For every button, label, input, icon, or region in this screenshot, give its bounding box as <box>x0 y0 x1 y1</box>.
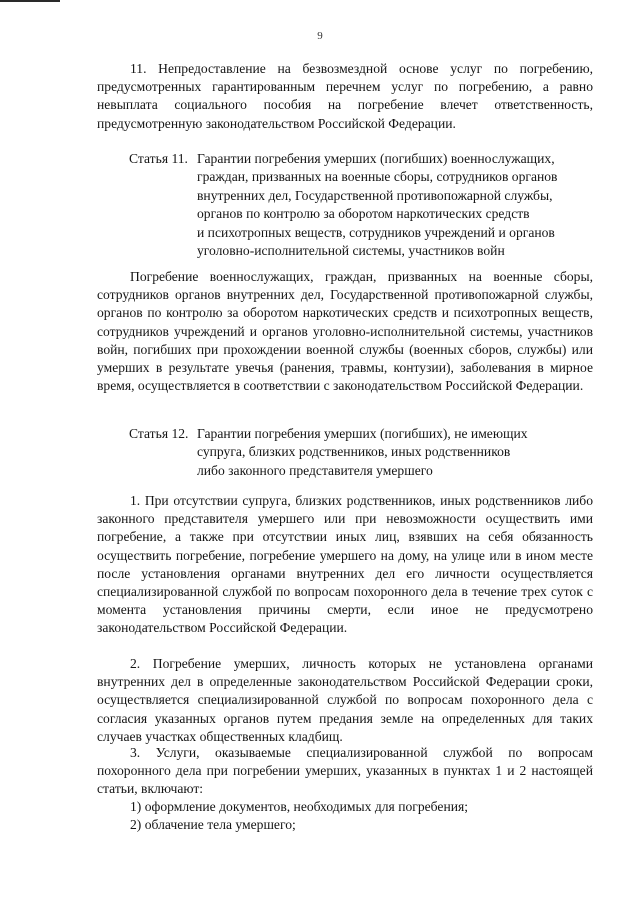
article-12-paragraph-2: 2. Погребение умерших, личность которых не установлена органами внутренних дел в определенные законодательством Российской Федерации сроки, осуществляется специализированной службой по вопросам похоронного дела с согласия указанных органов путем предания земле на определенных для таких случаев участках общественных кладбищ. <box>97 656 593 744</box>
article-12-title-line: супруга, близких родственников, иных родственников <box>197 444 511 460</box>
list-item: 1) оформление документов, необходимых для погребения; <box>130 799 469 814</box>
article-12-paragraph-3: 3. Услуги, оказываемые специализированной службой по вопросам похоронного дела при погребении умерших, указанных в пунктах 1 и 2 настоящей статьи, включают: <box>97 745 593 797</box>
article-11-text: Погребение военнослужащих, граждан, призванных на военные сборы, сотрудников органов внутренних дел, Государственной противопожарной службы, органов по контролю за оборотом наркотических средств и психотропных веществ, сотрудников учреждений и органов уголовно-исполнительной системы, участников войн, погибших при прохождении военной службы (военных сборов, службы) или умерших в результате увечья (ранения, травмы, контузии), заболевания в мирное время, осуществляется в соответствии с законодательством Российской Федерации. <box>97 269 593 394</box>
article-11-title-line: органов по контролю за оборотом наркотических средств <box>197 206 530 222</box>
paragraph-11: 11. Непредоставление на безвозмездной основе услуг по погребению, предусмотренных гарантированным перечнем услуг по погребению, а равно невыплата социального пособия на погребение влечет ответственность, предусмотренную законодательством Российской Федерации. <box>97 61 593 131</box>
article-11-title-line: уголовно-исполнительной системы, участников войн <box>197 243 505 259</box>
article-12-title-line: либо законного представителя умершего <box>197 462 433 478</box>
page-number: 9 <box>317 30 323 42</box>
article-11-title-line: и психотропных веществ, сотрудников учреждений и органов <box>197 224 555 240</box>
article-11-title-line: внутренних дел, Государственной противопожарной службы, <box>197 187 553 203</box>
article-11-label: Статья 11. <box>129 151 188 166</box>
article-12-title-line: Гарантии погребения умерших (погибших), не имеющих <box>197 426 528 441</box>
article-11-title-line: граждан, призванных на военные сборы, сотрудников органов <box>197 169 558 185</box>
list-item: 2) облачение тела умершего; <box>130 817 296 832</box>
top-rule <box>0 0 60 2</box>
article-12-label: Статья 12. <box>129 426 189 441</box>
article-11-title-line: Гарантии погребения умерших (погибших) военнослужащих, <box>197 151 555 166</box>
article-12-paragraph-1: 1. При отсутствии супруга, близких родственников, иных родственников либо законного представителя умершего или при невозможности осуществить ими погребение, а также при отсутствии иных лиц, взявших на себя обязанность осуществить погребение, погребение умершего на дому, на улице или в ином месте после установления органами внутренних дел его личности осуществляется специализированной службой по вопросам похоронного дела в течение трех суток с момента установления причины смерти, если иное не предусмотрено законодательством Российской Федерации. <box>97 493 593 636</box>
